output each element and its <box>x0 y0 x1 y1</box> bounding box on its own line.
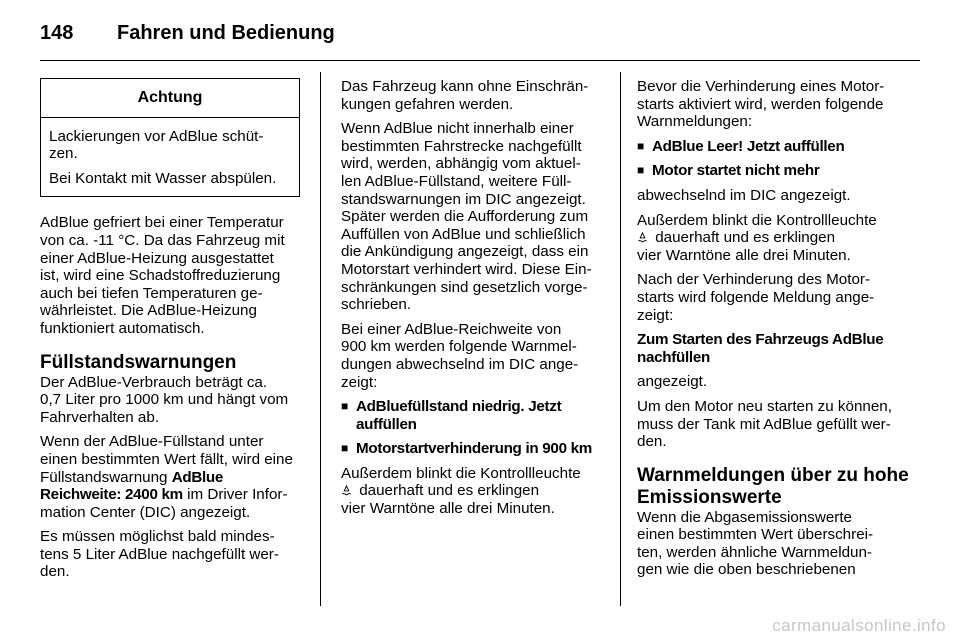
page-number: 148 <box>40 22 74 44</box>
paragraph: Außerdem blinkt die Kontrollleuchte dauerhaft und es erklingen vier Warntöne alle drei Minuten. <box>341 464 581 518</box>
column-divider <box>620 72 621 606</box>
paragraph: Um den Motor neu starten zu können, muss der Tank mit AdBlue gefüllt wer- den. <box>637 397 892 451</box>
paragraph: AdBlue gefriert bei einer Temperatur von ca. -11 °C. Da das Fahrzeug mit einer AdBlue-Heizung ausgestattet ist, wird eine Schadstoffreduzierung auch bei tiefen Temperaturen ge- währleistet. Die AdBlue-Heizung funktioniert automatisch. <box>40 214 285 337</box>
chapter-title: Fahren und Bedienung <box>117 22 335 44</box>
column-3 <box>637 78 915 586</box>
bullet-square-icon: ■ <box>637 138 645 153</box>
header-rule <box>40 60 920 61</box>
paragraph: Bei einer AdBlue-Reichweite von 900 km werden folgende Warnmel- dungen abwechselnd im DIC ange- zeigt: <box>341 320 579 391</box>
paragraph: Bevor die Verhinderung eines Motor- starts aktiviert wird, werden folgende Warnmeldungen: <box>637 78 885 131</box>
section-heading: Füllstandswarnungen <box>40 351 237 373</box>
column-2 <box>341 78 603 525</box>
column-1 <box>40 78 304 588</box>
watermark: carmanualsonline.info <box>772 616 946 635</box>
bullet-item: ■ AdBluefüllstand niedrig. Jetzt auffüllen <box>341 398 562 433</box>
paragraph: Wenn die Abgasemissionswerte einen bestimmten Wert überschrei- ten, werden ähnliche Warnmeldun- gen wie die oben beschriebenen <box>637 508 874 579</box>
adblue-warning-lamp-icon <box>341 485 352 496</box>
bullet-item: ■ Motorstartverhinderung in 900 km <box>341 440 592 458</box>
bullet-item: ■ AdBlue Leer! Jetzt auffüllen <box>637 137 845 155</box>
message-text: Zum Starten des Fahrzeugs AdBlue nachfüllen <box>637 331 884 366</box>
paragraph: Der AdBlue-Verbrauch beträgt ca. 0,7 Liter pro 1000 km und hängt vom Fahrverhalten ab. <box>40 373 289 426</box>
paragraph: Es müssen möglichst bald mindes- tens 5 Liter AdBlue nachgefüllt wer- den. <box>40 528 279 581</box>
bullet-square-icon: ■ <box>341 399 349 414</box>
message-text: AdBlue <box>171 468 224 486</box>
bullet-square-icon: ■ <box>341 441 349 456</box>
column-divider <box>320 72 321 606</box>
section-heading: Warnmeldungen über zu hohe Emissionswerte <box>637 464 909 508</box>
bullet-item: ■ Motor startet nicht mehr <box>637 162 820 180</box>
warning-body <box>41 118 299 197</box>
warning-text: Bei Kontakt mit Wasser abspülen. <box>49 169 277 187</box>
paragraph: Außerdem blinkt die Kontrollleuchte dauerhaft und es erklingen vier Warntöne alle drei Minuten. <box>637 211 877 264</box>
warning-text: Lackierungen vor AdBlue schüt- zen. <box>49 127 264 163</box>
page-header <box>40 22 920 54</box>
paragraph: Nach der Verhinderung des Motor- starts wird folgende Meldung ange- zeigt: <box>637 271 875 324</box>
paragraph: Wenn der AdBlue-Füllstand unter einen bestimmten Wert fällt, wird eine Füllstandswarnung AdBlue Reichweite: 2400 km im Driver Infor- mation Center (DIC) angezeigt. <box>40 433 293 521</box>
adblue-warning-lamp-icon <box>637 232 648 243</box>
bullet-square-icon: ■ <box>637 163 645 178</box>
paragraph: angezeigt. <box>637 373 708 391</box>
warning-box <box>40 78 300 197</box>
warning-title: Achtung <box>41 79 299 118</box>
paragraph: Das Fahrzeug kann ohne Einschrän- kungen gefahren werden. <box>341 78 589 113</box>
paragraph: Wenn AdBlue nicht innerhalb einer bestimmten Fahrstrecke nachgefüllt wird, werden, abhängig vom aktuel- len AdBlue-Füllstand, weitere Füll- standswarnungen im DIC angezeigt. Später werden die Aufforderung zum Auffüllen von AdBlue und schließlich die Ankündigung angezeigt, dass ein Motorstart verhindert wird. Diese Ein- schränkungen sind gesetzlich vorge- schrieben. <box>341 120 592 314</box>
paragraph: abwechselnd im DIC angezeigt. <box>637 186 851 204</box>
message-text: Reichweite: 2400 km <box>40 486 183 504</box>
